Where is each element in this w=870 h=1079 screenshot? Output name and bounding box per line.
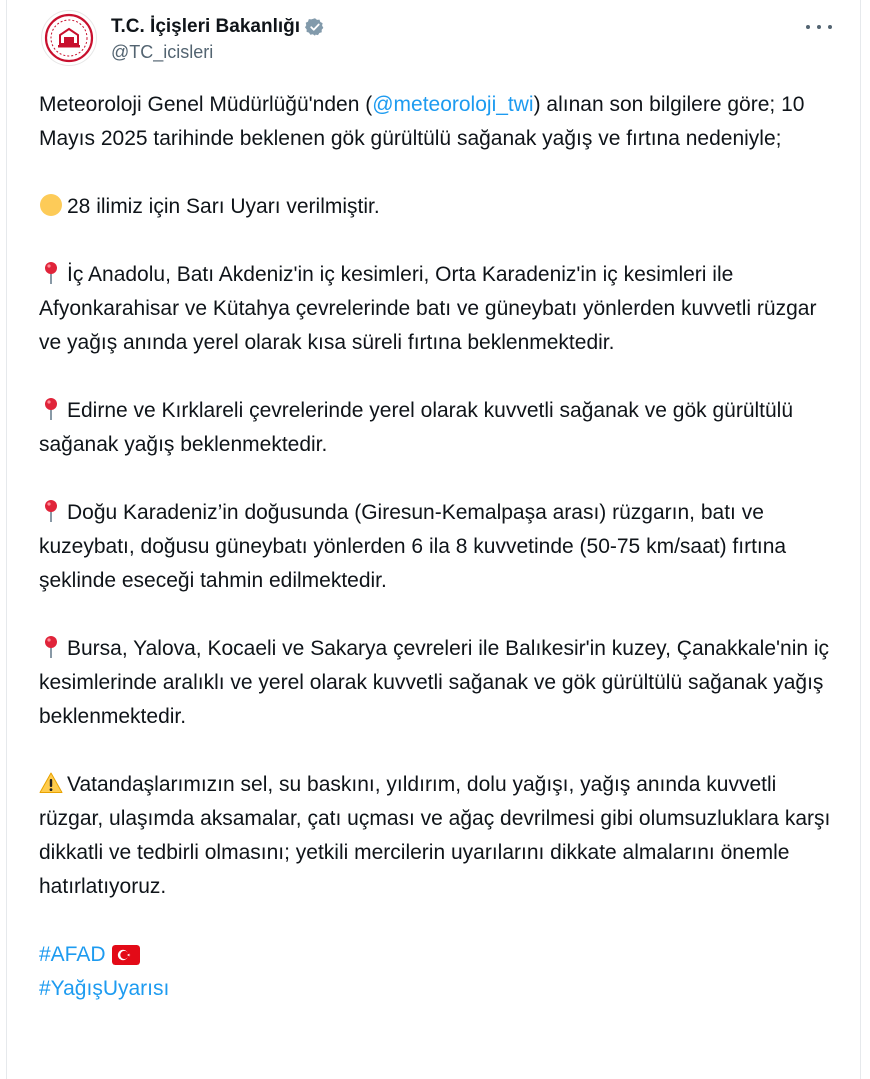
alert-item-2 bbox=[39, 394, 839, 462]
alert-item-text: Bursa, Yalova, Kocaeli ve Sakarya çevreleri ile Balıkesir'in kuzey, Çanakkale'nin iç kesimlerinde aralıklı ve yerel olarak kuvvetli sağanak ve gök gürültülü sağanak yağış beklenmektedir. bbox=[39, 637, 830, 728]
ministry-seal-icon bbox=[42, 11, 96, 65]
round-pushpin-icon bbox=[39, 635, 63, 659]
round-pushpin-icon bbox=[39, 397, 63, 421]
tweet-header bbox=[41, 10, 840, 66]
more-dot bbox=[828, 25, 832, 29]
display-name[interactable]: T.C. İçişleri Bakanlığı bbox=[111, 16, 301, 37]
alert-item-text: Edirne ve Kırklareli çevrelerinde yerel olarak kuvvetli sağanak ve gök gürültülü sağanak yağış beklenmektedir. bbox=[39, 399, 794, 456]
account-names bbox=[111, 14, 325, 63]
intro-paragraph bbox=[39, 88, 839, 156]
alert-item-4 bbox=[39, 632, 839, 734]
hashtag-line-1 bbox=[39, 938, 839, 972]
warning-paragraph bbox=[39, 768, 839, 904]
turkey-flag-icon bbox=[112, 945, 140, 965]
intro-after-mention: ) alınan son bilgilere göre; 10 Mayıs 2025 tarihinde beklenen gök gürültülü sağanak yağış ve fırtına nedeniyle; bbox=[39, 93, 805, 150]
warning-text: Vatandaşlarımızın sel, su baskını, yıldırım, dolu yağışı, yağış anında kuvvetli rüzgar, ulaşımda aksamalar, çatı uçması ve ağaç devrilmesi gibi olumsuzluklara karşı dikkatli ve tedbirli olmasını; yetkili mercilerin uyarılarını dikkate almalarını önemle hatırlatıyoruz. bbox=[39, 773, 831, 898]
verified-badge-icon bbox=[305, 17, 325, 37]
mention-link[interactable]: @meteoroloji_twi bbox=[372, 93, 534, 116]
hashtag-line-2 bbox=[39, 972, 839, 1006]
alert-item-text: Doğu Karadeniz’in doğusunda (Giresun-Kemalpaşa arası) rüzgarın, batı ve kuzeybatı, doğusu güneybatı yönlerden 6 ila 8 kuvvetinde (50-75 km/saat) fırtına şeklinde eseceği tahmin edilmektedir. bbox=[39, 501, 787, 592]
round-pushpin-icon bbox=[39, 499, 63, 523]
more-dot bbox=[817, 25, 821, 29]
hashtag-yagis-uyarisi[interactable]: #YağışUyarısı bbox=[39, 977, 170, 1000]
more-dot bbox=[806, 25, 810, 29]
yellow-circle-icon bbox=[39, 193, 63, 217]
alert-item-3 bbox=[39, 496, 839, 598]
yellow-alert-paragraph bbox=[39, 190, 839, 224]
intro-before-mention: Meteoroloji Genel Müdürlüğü'nden ( bbox=[39, 93, 373, 116]
warning-icon bbox=[39, 771, 63, 795]
avatar[interactable] bbox=[41, 10, 97, 66]
yellow-alert-text: 28 ilimiz için Sarı Uyarı verilmiştir. bbox=[67, 195, 380, 218]
account-handle[interactable]: @TC_icisleri bbox=[111, 42, 214, 62]
more-horizontal-icon[interactable] bbox=[806, 18, 832, 36]
hashtag-afad[interactable]: #AFAD bbox=[39, 943, 106, 966]
round-pushpin-icon bbox=[39, 261, 63, 285]
display-name-row bbox=[111, 14, 325, 40]
tweet-text bbox=[39, 88, 839, 1006]
tweet-card bbox=[6, 0, 861, 1079]
alert-item-1 bbox=[39, 258, 839, 360]
alert-item-text: İç Anadolu, Batı Akdeniz'in iç kesimleri, Orta Karadeniz'in iç kesimleri ile Afyonkarahisar ve Kütahya çevrelerinde batı ve güneybatı yönlerden kuvvetli rüzgar ve yağış anında yerel olarak kısa süreli fırtına beklenmektedir. bbox=[39, 263, 817, 354]
